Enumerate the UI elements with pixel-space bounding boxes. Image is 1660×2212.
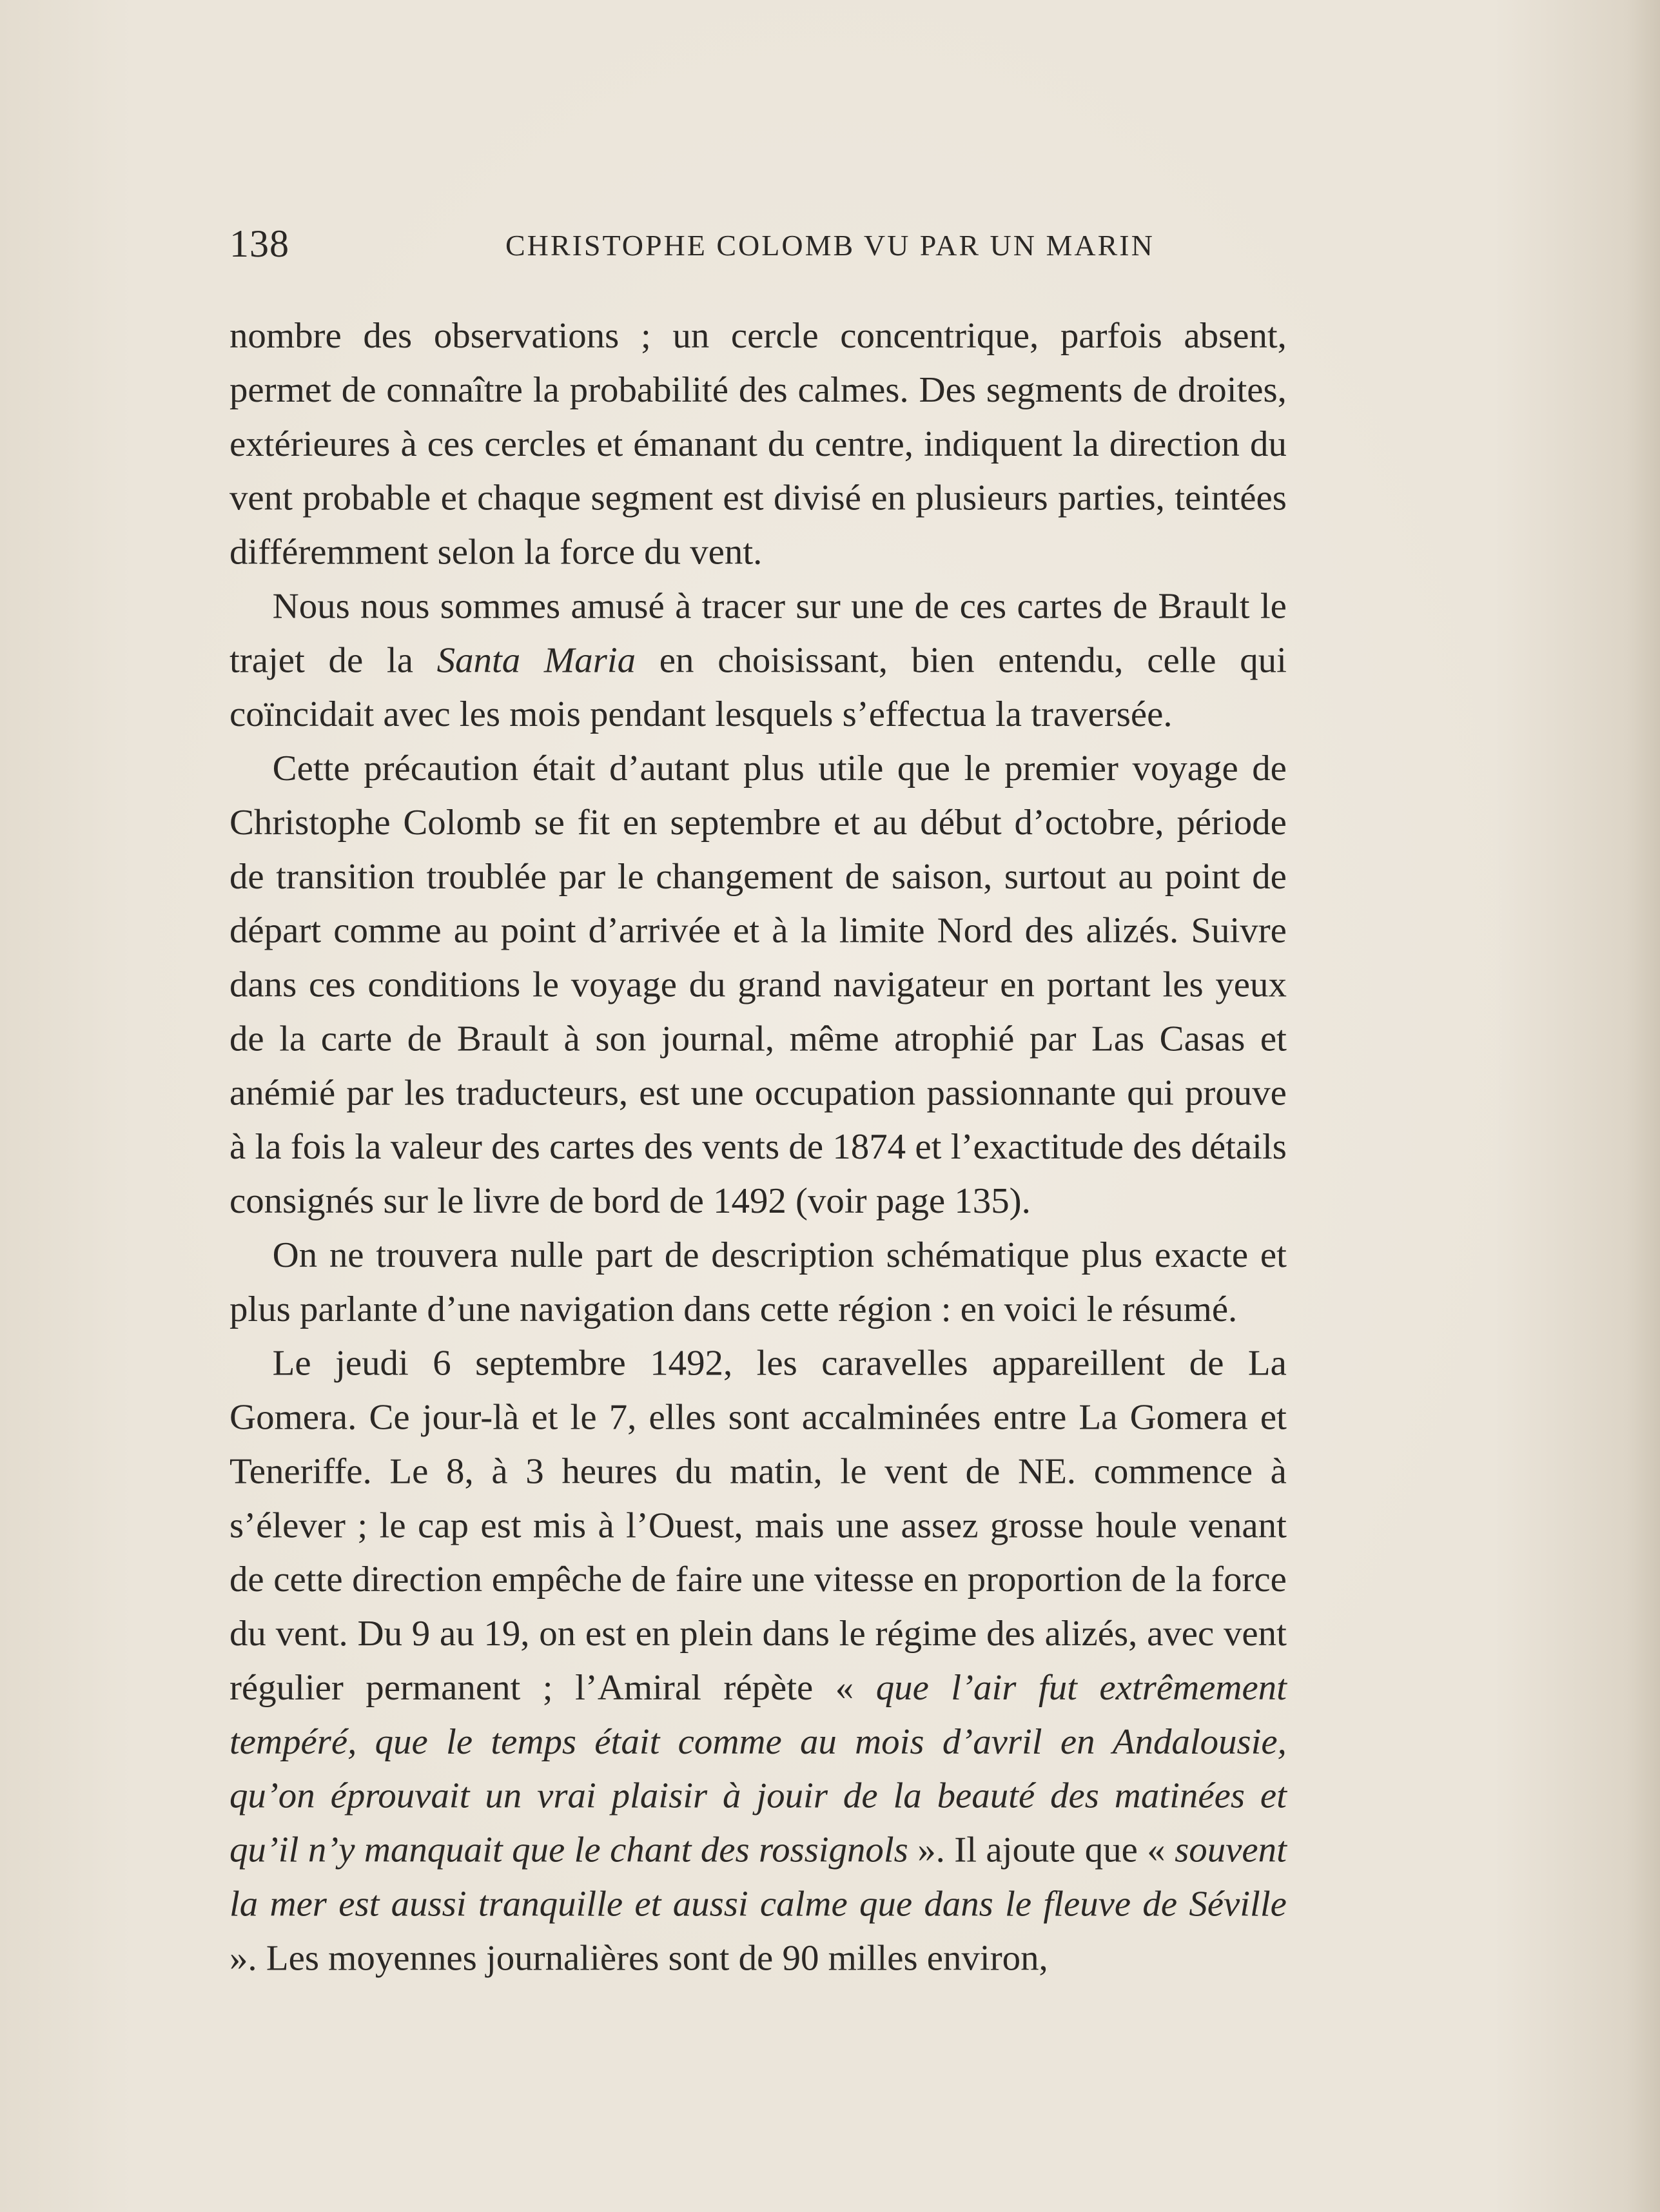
paragraph-2 [229,578,1287,741]
body-text [229,308,1287,1984]
quotation-1: que l’air fut extrêmement tempéré, que le temps était comme au mois d’avril en Andalousie, qu’on éprouvait un vrai plaisir à jouir de la beauté des matinées et qu’il n’y manquait que le chant des rossignols [229,1667,1287,1870]
paragraph-3: Cette précaution était d’autant plus utile que le premier voyage de Christophe Colomb se fit en septembre et au début d’octobre, période de transition troublée par le changement de saison, surtout au point de départ comme au point d’arrivée et à la limite Nord des alizés. Suivre dans ces conditions le voyage du grand navigateur en portant les yeux de la carte de Brault à son journal, même atrophié par Las Casas et anémié par les traducteurs, est une occupation passionnante qui prouve à la fois la valeur des cartes des vents de 1874 et l’exactitude des détails consignés sur le livre de bord de 1492 (voir page 135). [229,747,1287,1221]
page-number: 138 [229,222,289,265]
page-header [229,218,1287,269]
paragraph-2-text-a: Nous nous sommes amusé à tracer sur une de ces cartes de Brault le trajet de la [229,585,1287,680]
ship-name: Santa Maria [436,639,636,680]
paragraph-4: On ne trouvera nulle part de description schématique plus exacte et plus parlante d’une navigation dans cette région : en voici le résumé. [229,1234,1287,1329]
paragraph-5-text-a: Le jeudi 6 septembre 1492, les caravelles appareillent de La Gomera. Ce jour-là et le 7, elles sont accalminées entre La Gomera et Teneriffe. Le 8, à 3 heures du matin, le vent de NE. commence à s’élever ; le cap est mis à l’Ouest, mais une assez grosse houle venant de cette direction empêche de faire une vitesse en proportion de la force du vent. Du 9 au 19, on est en plein dans le régime des alizés, avec vent régulier permanent ; l’Amiral répète « [229,1342,1287,1708]
paragraph-5-text-b: ». Il ajoute que « [908,1829,1175,1870]
paragraph-1: nombre des observations ; un cercle concentrique, parfois absent, permet de connaître la probabilité des calmes. Des segments de droites, extérieures à ces cercles et émanant du centre, indiquent la direction du vent probable et chaque segment est divisé en plusieurs parties, teintées différemment selon la force du vent. [229,315,1287,572]
paragraph-2-text-b: en choisissant, bien entendu, celle qui coïncidait avec les mois pendant lesquels s’effectua la traversée. [229,639,1287,734]
running-title: CHRISTOPHE COLOMB VU PAR UN MARIN [505,229,1155,262]
paragraph-5 [229,1336,1287,1985]
quotation-2: souvent la mer est aussi tranquille et aussi calme que dans le fleuve de Séville [229,1829,1287,1924]
paragraph-5-text-c: ». Les moyennes journalières sont de 90 milles environ, [229,1937,1048,1978]
